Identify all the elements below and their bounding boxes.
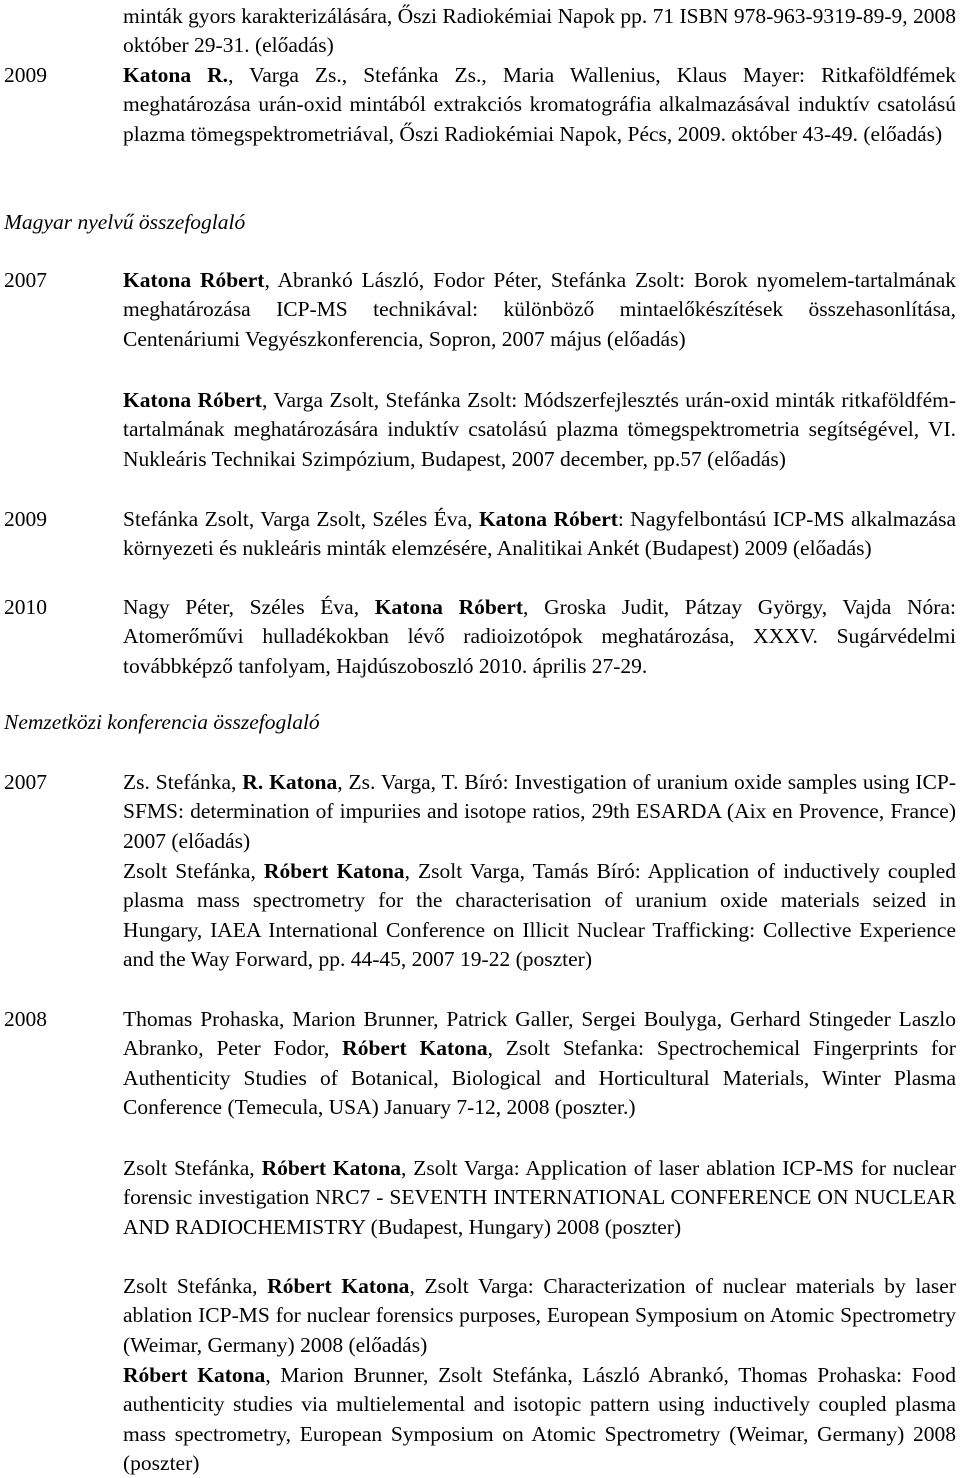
publication-details: , Zsolt Varga: Characterization of nuclear materials by laser ablation ICP-MS for nuclear forensics purposes, European Symposium on Atomic Spectrometry (Weimar, Germany) 2008 (előadás) — [123, 1274, 956, 1357]
publication-year: 2008 — [4, 1007, 47, 1031]
author-highlight: Katona Róbert — [374, 595, 524, 619]
publication-year: 2007 — [4, 770, 47, 794]
publication-text — [123, 857, 956, 974]
publication-authors: Nagy Péter, Széles Éva, — [123, 595, 375, 619]
publication-year: 2009 — [4, 507, 47, 531]
publication-details: : Nagyfelbontású ICP-MS alkalmazása környezeti és nukleáris minták elemzésére, Analitikai Ankét (Budapest) 2009 (előadás) — [123, 507, 956, 561]
publication-details: , Marion Brunner, Zsolt Stefánka, László Abrankó, Thomas Prohaska: Food authenticity studies via multielemental and isotopic pattern using inductively coupled plasma mass spectrometry, European Symposium on Atomic Spectrometry (Weimar, Germany) 2008 (poszter) — [123, 1363, 956, 1475]
author-highlight: Róbert Katona — [261, 1156, 402, 1180]
publication-details: , Groska Judit, Pátzay György, Vajda Nóra: Atomerőművi hulladékokban lévő radioizotópok meghatározása, XXXV. Sugárvédelmi továbbképző tanfolyam, Hajdúszoboszló 2010. április 27-29. — [123, 595, 956, 678]
author-highlight: R. Katona — [242, 770, 338, 794]
publication-text — [123, 61, 956, 149]
publication-text — [123, 1272, 956, 1360]
author-highlight: Róbert Katona — [123, 1363, 266, 1387]
publication-details: , Zs. Varga, T. Bíró: Investigation of uranium oxide samples using ICP-SFMS: determination of impuriies and isotope ratios, 29th ESARDA (Aix en Provence, France) 2007 (előadás) — [123, 770, 956, 853]
publication-text — [123, 1005, 956, 1122]
publication-authors: Zsolt Stefánka, — [123, 1274, 268, 1298]
publication-details: , Abrankó László, Fodor Péter, Stefánka Zsolt: Borok nyomelem-tartalmának meghatározása ICP-MS technikával: különböző mintaelőkészítések összehasonlítása, Centenáriumi Vegyészkonferencia, Sopron, 2007 május (előadás) — [123, 268, 956, 351]
section-heading-hu: Magyar nyelvű összefoglaló — [4, 210, 246, 234]
publication-text — [123, 505, 956, 564]
author-highlight: Katona R. — [123, 63, 229, 87]
author-highlight: Katona Róbert — [123, 388, 262, 412]
author-highlight: Róbert Katona — [267, 1274, 410, 1298]
publication-authors: Zs. Stefánka, — [123, 770, 243, 794]
publication-authors: Stefánka Zsolt, Varga Zsolt, Széles Éva, — [123, 507, 479, 531]
publication-details: , Varga Zs., Stefánka Zs., Maria Wallenius, Klaus Mayer: Ritkaföldfémek meghatározása urán-oxid mintából extrakciós kromatográfia alkalmazásával induktív csatolású plazma tömegspektrometriával, Őszi Radiokémiai Napok, Pécs, 2009. október 43-49. (előadás) — [123, 63, 956, 146]
author-highlight: Katona Róbert — [123, 268, 265, 292]
author-highlight: Róbert Katona — [342, 1036, 488, 1061]
publication-details: , Varga Zsolt, Stefánka Zsolt: Módszerfejlesztés urán-oxid minták ritkaföldfém-tartalmának meghatározására induktív csatolású plazma tömegspektrometria segítségével, VI. Nukleáris Technikai Szimpózium, Budapest, 2007 december, pp.57 (előadás) — [123, 388, 956, 471]
publication-text — [123, 593, 956, 681]
author-highlight: Róbert Katona — [263, 859, 405, 883]
publication-authors: Zsolt Stefánka, — [123, 1156, 262, 1180]
publication-text — [123, 386, 956, 474]
publication-text — [123, 1361, 956, 1478]
publication-year: 2010 — [4, 595, 47, 619]
publication-text: minták gyors karakterizálására, Őszi Radiokémiai Napok pp. 71 ISBN 978-963-9319-89-9, 2008 október 29-31. (előadás) — [123, 4, 956, 58]
publication-text — [123, 1154, 956, 1242]
publication-text — [123, 768, 956, 856]
publication-authors: Thomas Prohaska, Marion Brunner, Patrick Galler, Sergei Boulyga, Gerhard Stingeder Laszlo Abranko, Peter Fodor, — [123, 1007, 956, 1061]
publication-details: , Zsolt Stefanka: Spectrochemical Fingerprints for Authenticity Studies of Botanical, Biological and Horticultural Materials, Winter Plasma Conference (Temecula, USA) January 7-12, 2008 (poszter.) — [123, 1036, 956, 1119]
publication-details: , Zsolt Varga, Tamás Bíró: Application of inductively coupled plasma mass spectrometry for the characterisation of uranium oxide materials seized in Hungary, IAEA International Conference on Illicit Nuclear Trafficking: Collective Experience and the Way Forward, pp. 44-45, 2007 19-22 (poszter) — [123, 859, 956, 971]
publication-year: 2009 — [4, 63, 47, 87]
publication-text — [123, 266, 956, 354]
section-heading-intl: Nemzetközi konferencia összefoglaló — [4, 710, 320, 734]
publication-details: , Zsolt Varga: Application of laser ablation ICP-MS for nuclear forensic investigation NRC7 - SEVENTH INTERNATIONAL CONFERENCE ON NUCLEAR AND RADIOCHEMISTRY (Budapest, Hungary) 2008 (poszter) — [123, 1156, 956, 1239]
publication-authors: Zsolt Stefánka, — [123, 859, 264, 883]
publication-year: 2007 — [4, 268, 47, 292]
author-highlight: Katona Róbert — [478, 507, 618, 531]
